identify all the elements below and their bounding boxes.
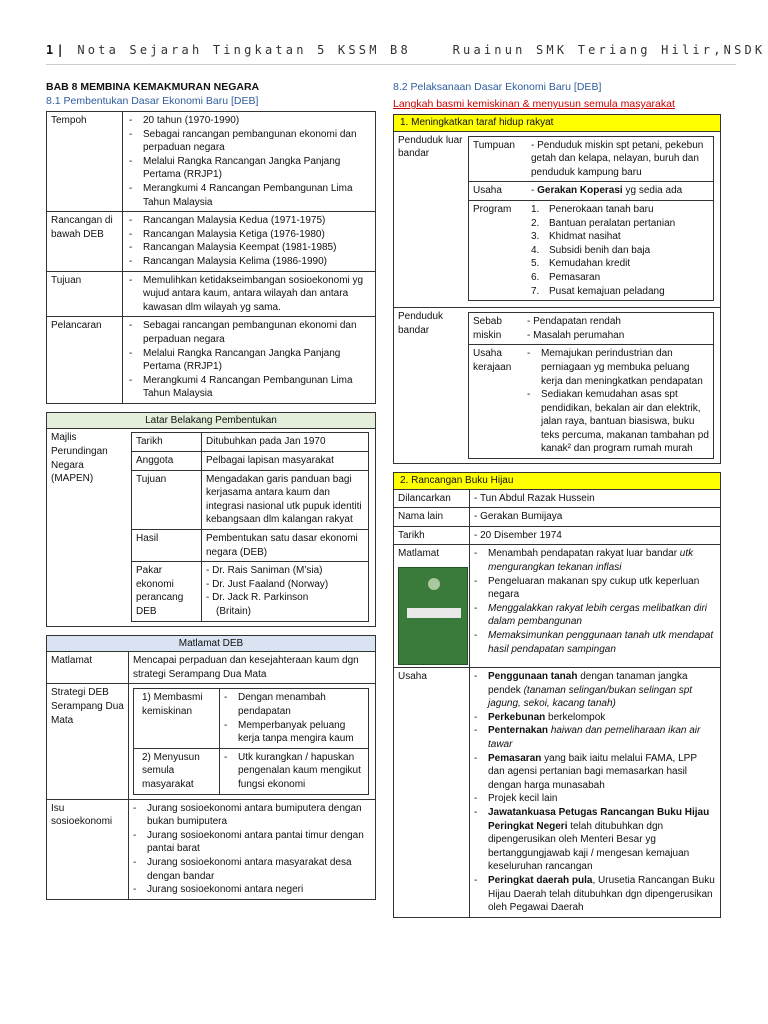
info-label: Tujuan (47, 272, 123, 317)
buku-hijau-cover-image (398, 567, 468, 665)
info-row (47, 316, 375, 403)
list-item (129, 214, 371, 228)
latar-table (46, 412, 376, 627)
list-item (224, 691, 364, 718)
deb-info-table (46, 111, 376, 404)
bullet: - (474, 806, 478, 818)
text: Menambah pendapatan rakyat luar bandar (488, 548, 680, 560)
item-text: Utk kurangkan / hapuskan pengenalan kaum mengikut fungsi ekonomi (238, 751, 361, 790)
pakar-name: - Dr. Rais Saniman (M’sia) (206, 565, 323, 577)
bullet: - (129, 182, 133, 194)
item-text: Subsidi benih dan baja (549, 244, 651, 256)
item-text: Memulihkan ketidakseimbangan sosioekonomi yg wujud antara kaum, antara wilayah dan antara kawasan dlm wilayah yg sama. (143, 274, 364, 313)
text: Pengeluaran makanan spy cukup utk keperluan negara (488, 575, 700, 601)
bullet: - (133, 856, 137, 868)
bullet: - (129, 215, 133, 227)
latar-row (132, 529, 368, 561)
list-item (474, 806, 716, 874)
usaha-bold: Gerakan Koperasi (537, 185, 623, 197)
matlamat-table (46, 635, 376, 900)
bullet: - (527, 348, 531, 360)
item-text: Jurang sosioekonomi antara masyarakat desa dengan bandar (147, 856, 352, 882)
list-item (531, 257, 709, 271)
item-text (488, 792, 557, 806)
usaha-kerajaan-list (525, 345, 713, 458)
list-item (531, 285, 709, 299)
list-item: - Masalah perumahan (527, 329, 625, 341)
right-column (393, 80, 721, 918)
strategi-label: Strategi DEB Serampang Dua Mata (47, 684, 129, 798)
item-text: Melalui Rangka Rancangan Jangka Panjang Pertama (RRJP1) (143, 155, 341, 181)
taraf-hidup-table: 1. Meningkatkan taraf hidup rakyat Penduduk luar bandar Tumpuan - Penduduk miskin spt petani, pekebun getah dan kelapa, nelayan, buruh dan penduduk kampung baru Usaha - Gerakan Koperasi yg sedia ada Program 1. Penerokaan tanah baru 2. Bantuan peralatan pertanian 3. Khidmat nasihat 4. Subsidi benih dan baja 5. Kemudahan kredit 6. Pemasaran 7. Pusat kemajuan peladang Penduduk bandar Sebab miskin - Pendapatan rendah - Masalah perumahan Usaha kerajaan - Memajukan perindustrian dan perniagaan yg membuka peluang kerja dan meningkatkan pendapatan - Sediakan kemudahan asas spt pendidikan, bekalan air dan elektrik, jalan raya, bantuan biasiswa, buku teks percuma, makanan tambahan pd kanak² dan program rumah murah (393, 114, 721, 464)
bold-text: Perkebunan (488, 711, 546, 723)
item-text: Sediakan kemudahan asas spt pendidikan, bekalan air dan elektrik, jalan raya, bantuan biasiswa, buku teks percuma, makanan tambahan pd kanak² dan program rumah murah (541, 389, 709, 455)
item-text (488, 547, 716, 574)
pakar-name: (Britain) (216, 606, 252, 617)
info-list (123, 272, 375, 317)
list-item (129, 182, 371, 209)
list-item (129, 128, 371, 155)
text: yang baik iaitu melalui FAMA, LPP dan agensi pertanian bagi memasarkan hasil dengan harga munasabah (488, 752, 697, 791)
pakar-row (132, 561, 368, 620)
bullet: - (133, 829, 137, 841)
pakar-name: - Dr. Just Faaland (Norway) (206, 578, 329, 590)
header-rule (46, 64, 736, 65)
bh-label: Dilancarkan (394, 490, 470, 508)
italic-text: utk mengurangkan tekanan inflasi (488, 548, 694, 574)
info-label: Rancangan di bawah DEB (47, 212, 123, 270)
item-text: Kemudahan kredit (549, 258, 631, 270)
latar-label: Tarikh (132, 433, 202, 451)
item-text: Dengan menambah pendapatan (238, 692, 326, 717)
bullet: - (129, 347, 133, 359)
pakar-name: - Dr. Jack R. Parkinson (206, 592, 309, 604)
matlamat-bh-label: Matlamat (398, 548, 440, 560)
emblem-icon (428, 578, 440, 590)
latar-title: Latar Belakang Pembentukan (47, 413, 375, 430)
latar-row (132, 470, 368, 529)
section-8-2-subtitle: Langkah basmi kemiskinan & menyusun semula masyarakat (393, 98, 675, 110)
list-item (527, 347, 709, 388)
bullet: - (474, 548, 478, 560)
list-item (129, 347, 371, 374)
item-text (488, 752, 716, 793)
bullet: - (474, 874, 478, 886)
item-text (488, 711, 605, 725)
tumpuan-value: - Penduduk miskin spt petani, pekebun getah dan kelapa, nelayan, buruh dan penduduk kampung baru (531, 139, 704, 178)
item-text: Jurang sosioekonomi antara negeri (147, 884, 304, 896)
bullet: - (129, 242, 133, 254)
latar-value: Pembentukan satu dasar ekonomi negara (DEB) (206, 533, 358, 558)
usaha-bh-list (470, 668, 720, 917)
italic-text: Menggalakkan rakyat lebih cergas melibatkan diri dalam pembangunan (488, 602, 708, 628)
item-text (488, 724, 716, 751)
dash: - (474, 511, 481, 523)
item-text: Rancangan Malaysia Keempat (1981-1985) (143, 242, 337, 254)
bullet: - (129, 374, 133, 386)
matlamat-label: Matlamat (47, 652, 129, 683)
bullet: - (133, 884, 137, 896)
bullet: - (474, 602, 478, 614)
latar-value: Ditubuhkan pada Jan 1970 (206, 436, 326, 448)
bullet: 4. (531, 244, 540, 256)
usaha-rest: yg sedia ada (622, 185, 683, 197)
item-text: Penerokaan tanah baru (549, 203, 654, 215)
list-item (531, 244, 709, 258)
list-item (527, 388, 709, 456)
usaha-label: Usaha (473, 185, 502, 197)
list-item (474, 629, 716, 656)
bh-row (394, 507, 720, 526)
bullet: - (129, 274, 133, 286)
latar-label: Tujuan (132, 471, 202, 529)
list-item (133, 829, 371, 856)
list-item (474, 724, 716, 751)
info-list (123, 212, 375, 270)
isu-list (129, 800, 375, 899)
list-item (129, 114, 371, 128)
latar-row (132, 451, 368, 470)
list-item (474, 874, 716, 915)
list-item (129, 155, 371, 182)
item-text (488, 806, 716, 874)
bullet: - (474, 725, 478, 737)
header-title: Nota Sejarah Tingkatan 5 KSSM B8 (77, 43, 411, 57)
bh-row (394, 526, 720, 545)
bullet: - (474, 630, 478, 641)
bullet: - (129, 155, 133, 167)
info-row (47, 211, 375, 270)
text: berkelompok (545, 711, 606, 723)
item-text (488, 670, 716, 711)
text: , Urusetia Rancangan Buku Hijau Daerah telah ditubuhkan dgn dipengerusikan oleh Pegawai Daerah (488, 874, 715, 914)
program-list (529, 201, 713, 300)
list-item (531, 203, 709, 217)
page-number: 1 (46, 43, 57, 57)
list-item (129, 374, 371, 401)
bandar-label: Penduduk bandar (398, 311, 444, 336)
list-item (531, 271, 709, 285)
item-text (488, 874, 716, 915)
pakar-list (202, 562, 368, 620)
list-item (129, 319, 371, 346)
item-text: Jurang sosioekonomi antara bumiputera dengan bukan bumiputera (147, 802, 362, 828)
item-text: Merangkumi 4 Rancangan Pembangunan Lima Tahun Malaysia (143, 374, 353, 400)
buku-hijau-table (393, 472, 721, 918)
list-item (133, 802, 371, 829)
bullet: - (129, 255, 133, 267)
bullet: - (129, 115, 133, 126)
list-item (129, 241, 371, 255)
tumpuan-label: Tumpuan (473, 139, 515, 151)
matlamat-bh-list (470, 545, 720, 667)
item-text: Bantuan peralatan pertanian (549, 217, 676, 229)
bh-text: Tun Abdul Razak Hussein (479, 492, 595, 504)
bold-text: Penternakan (488, 725, 549, 737)
bullet: - (474, 575, 478, 587)
item-text: Merangkumi 4 Rancangan Pembangunan Lima Tahun Malaysia (143, 182, 353, 208)
list-item (474, 670, 716, 711)
latar-label: Hasil (132, 530, 202, 561)
cover-label (407, 608, 461, 618)
item-text (488, 602, 716, 629)
bullet: 1. (531, 203, 540, 215)
section-8-2-title: 8.2 Pelaksanaan Dasar Ekonomi Baru [DEB] (393, 81, 602, 93)
dash: - (474, 529, 481, 541)
usaha-kerajaan-label: Usaha kerajaan (473, 348, 512, 373)
item-text: Pusat kemajuan peladang (549, 285, 665, 297)
bold-text: Pemasaran (488, 752, 542, 764)
p2-title: 2. Rancangan Buku Hijau (394, 473, 720, 490)
list-item (129, 255, 371, 269)
latar-label: Anggota (132, 452, 202, 470)
italic-text: haiwan dan pemeliharaan ikan air tawar (488, 725, 701, 750)
bold-text: Peringkat daerah pula (488, 874, 593, 886)
isu-label: Isu sosioekonomi (47, 800, 129, 899)
latar-value: Mengadakan garis panduan bagi kerjasama antara kaum dan integrasi nasional utk pupuk identiti kebangsaan dlm kalangan rakyat (206, 473, 362, 526)
info-list (123, 112, 375, 211)
bh-label: Nama lain (394, 508, 470, 526)
luar-bandar-label: Penduduk luar bandar (398, 134, 463, 160)
program-label: Program (473, 203, 512, 215)
item-text: Khidmat nasihat (549, 231, 621, 243)
bold-text: Jawatankuasa Petugas Rancangan Buku Hijau Peringkat Negeri (488, 806, 710, 832)
italic-text: (tanaman selingan/bukan selingan spt jagung, sekoi, kacang tanah) (488, 684, 693, 710)
bullet: - (129, 320, 133, 332)
bullet: 2. (531, 217, 540, 229)
list-item (474, 752, 716, 793)
mapen-details (131, 432, 369, 621)
item-text: Pemasaran (549, 271, 601, 283)
left-column (46, 80, 376, 900)
bh-value (470, 508, 720, 526)
list-item (531, 217, 709, 231)
list-item (129, 228, 371, 242)
list-item (133, 883, 371, 897)
latar-value: Pelbagai lapisan masyarakat (206, 455, 334, 467)
item-text: Jurang sosioekonomi antara pantai timur dengan pantai barat (147, 829, 364, 855)
strategi-1-label: 1) Membasmi kemiskinan (134, 689, 220, 747)
list-item (474, 711, 716, 725)
bh-row (394, 490, 720, 508)
list-item (224, 751, 364, 792)
list-item (129, 274, 371, 315)
latar-row (132, 433, 368, 451)
section-title: 8.1 Pembentukan Dasar Ekonomi Baru [DEB] (46, 95, 259, 107)
list-item (133, 856, 371, 883)
bh-value (470, 527, 720, 545)
item-text (488, 575, 716, 602)
item-text (488, 629, 716, 656)
mapen-label: Majlis Perundingan Negara (MAPEN) (51, 432, 108, 485)
info-label: Tempoh (47, 112, 123, 211)
item-text: Rancangan Malaysia Kelima (1986-1990) (143, 255, 327, 267)
matlamat-title: Matlamat DEB (47, 636, 375, 653)
bh-text: 20 Disember 1974 (480, 529, 562, 541)
list-item (474, 602, 716, 629)
info-row (47, 112, 375, 211)
info-label: Pelancaran (47, 317, 123, 403)
sebab-label: Sebab miskin (473, 316, 502, 341)
list-item (474, 547, 716, 574)
page-header (46, 43, 766, 57)
item-text: Rancangan Malaysia Ketiga (1976-1980) (143, 228, 325, 240)
bullet: - (224, 751, 228, 763)
text: Projek kecil lain (488, 793, 558, 805)
pakar-label: Pakar ekonomi perancang DEB (132, 562, 202, 620)
item-text: Sebagai rancangan pembangunan ekonomi dan perpaduan negara (143, 320, 357, 345)
item-text: Sebagai rancangan pembangunan ekonomi dan perpaduan negara (143, 128, 357, 154)
info-list (123, 317, 375, 403)
text: telah ditubuhkan dgn dipengerusikan oleh Menteri Besar yg bertanggungjawab kaji / mengesan kemajuan keseluruhan rancangan (488, 820, 690, 873)
list-item (474, 575, 716, 602)
italic-text: Memaksimunkan penggunaan tanah utk mendapat hasil pendapatan sampingan (488, 630, 714, 655)
item-text: Memajukan perindustrian dan perniagaan yg membuka peluang kerja dan meningkatkan pendapatan (541, 348, 703, 387)
bullet: - (129, 128, 133, 140)
bullet: - (474, 671, 478, 683)
bullet: 7. (531, 285, 540, 297)
bullet: 5. (531, 258, 540, 270)
sebab-list (525, 313, 713, 344)
list-item (531, 230, 709, 244)
bullet: - (224, 719, 228, 731)
matlamat-value: Mencapai perpaduan dan kesejahteraan kaum dgn strategi Serampang Dua Mata (133, 655, 359, 680)
header-author: Ruainun SMK Teriang Hilir,NSDK (452, 43, 766, 57)
list-item: - Pendapatan rendah (527, 316, 621, 328)
item-text: Rancangan Malaysia Kedua (1971-1975) (143, 215, 326, 227)
bullet: - (474, 711, 478, 723)
item-text: Memperbanyak peluang kerja tanpa mengira kaum (238, 719, 354, 745)
bullet: - (133, 802, 137, 814)
strategi-2-list (220, 749, 368, 794)
header-bar: | (56, 43, 67, 57)
info-row (47, 271, 375, 317)
list-item (474, 792, 716, 806)
bullet: - (474, 793, 478, 805)
list-item (224, 719, 364, 746)
bullet: - (527, 389, 531, 401)
item-text: Melalui Rangka Rancangan Jangka Panjang Pertama (RRJP1) (143, 347, 341, 373)
chapter-title: BAB 8 MEMBINA KEMAKMURAN NEGARA (46, 81, 260, 93)
usaha-bh-label: Usaha (394, 668, 470, 917)
strategi-2-label: 2) Menyusun semula masyarakat (134, 749, 220, 794)
dash: - (474, 492, 480, 504)
bullet: - (474, 752, 478, 764)
item-text: 20 tahun (1970-1990) (143, 115, 240, 126)
text: dengan tanaman jangka pendek (488, 671, 688, 696)
bh-text: Gerakan Bumijaya (480, 511, 563, 523)
bullet: - (224, 692, 228, 704)
bullet: 3. (531, 231, 540, 243)
bh-value (470, 490, 720, 508)
bh-label: Tarikh (394, 527, 470, 545)
bullet: - (129, 228, 133, 240)
p1-title: 1. Meningkatkan taraf hidup rakyat (394, 115, 720, 132)
bold-text: Penggunaan tanah (488, 671, 578, 683)
strategi-1-list (220, 689, 368, 747)
bullet: 6. (531, 271, 540, 283)
